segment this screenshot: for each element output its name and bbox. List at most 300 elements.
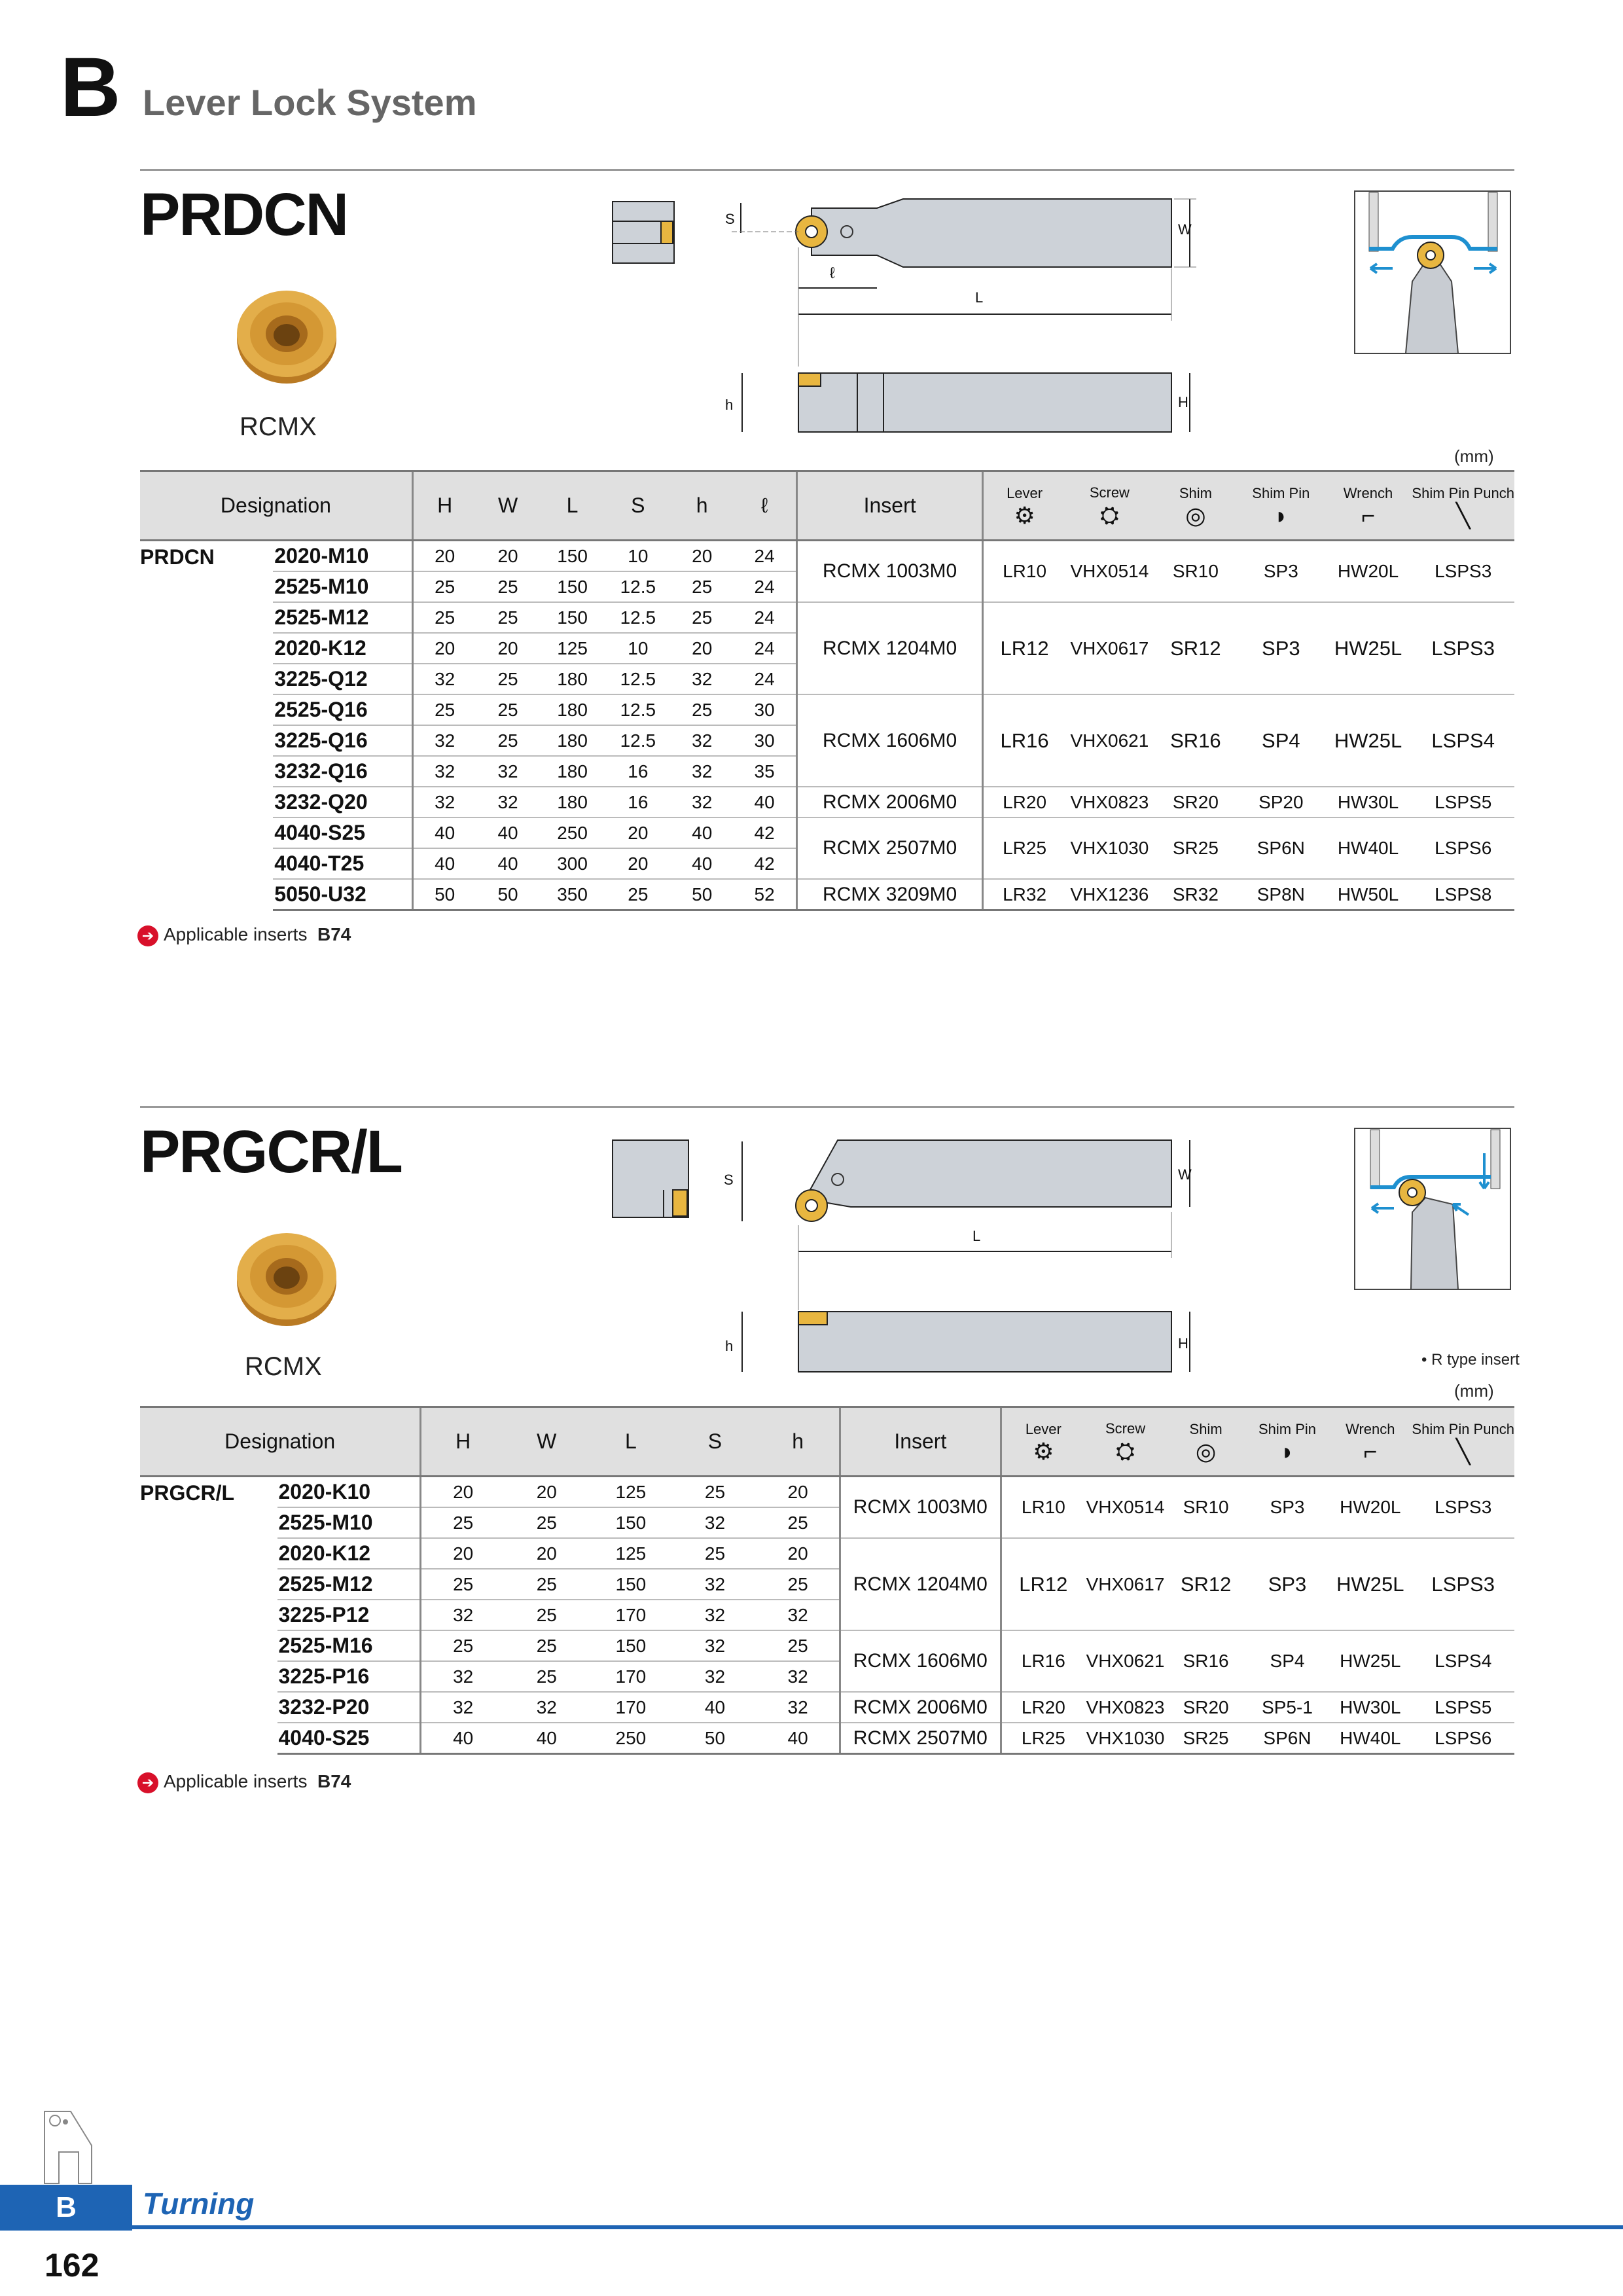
cell: 20 — [497, 545, 518, 566]
cell: 30 — [733, 725, 796, 756]
screw-code: VHX0617 — [1085, 1538, 1166, 1630]
shim-pin-code: SP6N — [1246, 1723, 1329, 1754]
punch-code: LSPS3 — [1412, 602, 1514, 694]
cell: 50 — [671, 879, 733, 910]
cell: 35 — [733, 756, 796, 787]
col-W: W — [505, 1407, 588, 1477]
cell: 250 — [588, 1723, 673, 1754]
table-row — [140, 1477, 1514, 1508]
cell: 25 — [476, 725, 540, 756]
insert-code: RCMX 1204M0 — [840, 1538, 1001, 1630]
shim-pin-code: SP4 — [1238, 694, 1325, 787]
screw-code: VHX1030 — [1065, 817, 1154, 879]
cell: 150 — [588, 1630, 673, 1661]
cell: 50 — [476, 879, 540, 910]
row-designation: 3225-P16 — [277, 1661, 421, 1692]
shim-pin-icon: ◗ — [1280, 1437, 1294, 1465]
wrench-code: HW50L — [1325, 879, 1412, 910]
cell: 30 — [733, 694, 796, 725]
shim-pin-code: SP3 — [1270, 1497, 1305, 1517]
insert-code: RCMX 1606M0 — [840, 1630, 1001, 1692]
dim-w: W — [1178, 221, 1192, 238]
cell: 12.5 — [605, 602, 671, 633]
page-number: 162 — [45, 2247, 99, 2284]
cell: 50 — [673, 1723, 757, 1754]
cell: 180 — [540, 756, 605, 787]
cell: 20 — [536, 1481, 557, 1502]
cell: 32 — [412, 756, 476, 787]
table-row — [140, 787, 1514, 817]
row-designation: 2020-K12 — [277, 1538, 421, 1569]
insert-code: RCMX 1003M0 — [796, 541, 982, 603]
section2-title: PRGCR/L — [140, 1119, 402, 1185]
cell: 42 — [733, 817, 796, 848]
col-wrench: Wrench — [1346, 1420, 1395, 1437]
cell: 16 — [605, 787, 671, 817]
punch-code: LSPS6 — [1412, 1723, 1514, 1754]
wrench-code: HW30L — [1329, 1692, 1412, 1723]
cell: 40 — [476, 848, 540, 879]
col-insert: Insert — [796, 471, 982, 541]
section1-title: PRDCN — [140, 181, 348, 248]
row-designation: 3232-Q20 — [273, 787, 412, 817]
section1-unit: (mm) — [1454, 446, 1494, 466]
lever-icon: ⚙ — [1014, 501, 1035, 529]
table-row — [140, 817, 1514, 848]
cell: 150 — [588, 1507, 673, 1538]
cell: 25 — [505, 1507, 588, 1538]
footer-section-name: Turning — [143, 2187, 255, 2221]
cell: 300 — [540, 848, 605, 879]
wrench-code: HW40L — [1329, 1723, 1412, 1754]
punch-code: LSPS4 — [1412, 1630, 1514, 1692]
cell: 52 — [733, 879, 796, 910]
cell: 10 — [628, 545, 649, 566]
screw-icon: ⛭ — [1099, 501, 1119, 528]
col-H: H — [421, 1407, 505, 1477]
col-screw: Screw — [1089, 484, 1130, 501]
insert-code: RCMX 3209M0 — [796, 879, 982, 910]
cell: 24 — [733, 571, 796, 602]
cell: 24 — [733, 633, 796, 664]
row-designation: 4040-S25 — [277, 1723, 421, 1754]
cell: 20 — [692, 545, 713, 566]
cell: 24 — [733, 602, 796, 633]
cell: 25 — [476, 664, 540, 694]
col-S: S — [605, 471, 671, 541]
cell: 170 — [588, 1692, 673, 1723]
punch-code: LSPS5 — [1412, 1692, 1514, 1723]
col-lever: Lever — [1007, 484, 1043, 501]
cell: 32 — [757, 1692, 840, 1723]
cell: 12.5 — [605, 694, 671, 725]
row-designation: 4040-T25 — [273, 848, 412, 879]
section2-spec-table — [140, 1406, 1514, 1755]
cell: 40 — [733, 787, 796, 817]
cell: 32 — [673, 1569, 757, 1600]
footer-rule — [132, 2225, 1623, 2229]
shim-code: SR12 — [1166, 1538, 1245, 1630]
dim-w: W — [1178, 1166, 1192, 1183]
punch-code: LSPS3 — [1412, 1538, 1514, 1630]
table-row — [140, 1723, 1514, 1754]
col-screw: Screw — [1105, 1420, 1146, 1437]
col-wrench: Wrench — [1343, 484, 1393, 501]
cell: 25 — [505, 1661, 588, 1692]
cell: 20 — [505, 1538, 588, 1569]
cell: 20 — [421, 1477, 505, 1508]
lever-code: LR10 — [1001, 1477, 1085, 1539]
insert-code: RCMX 2507M0 — [796, 817, 982, 879]
cell: 40 — [412, 848, 476, 879]
cell: 20 — [605, 848, 671, 879]
cell: 180 — [540, 725, 605, 756]
cell: 25 — [673, 1538, 757, 1569]
section1-insert-label: RCMX — [240, 412, 317, 441]
col-shim-pin: Shim Pin — [1252, 484, 1310, 501]
col-punch: Shim Pin Punch — [1412, 484, 1514, 501]
chapter-title: Lever Lock System — [143, 82, 477, 123]
cell: 32 — [412, 725, 476, 756]
col-h: h — [671, 471, 733, 541]
section1-applicable-inserts-link[interactable] — [137, 924, 351, 946]
shim-code: SR25 — [1154, 817, 1238, 879]
cell: 32 — [421, 1692, 505, 1723]
screw-code: VHX0621 — [1085, 1630, 1166, 1692]
shim-code: SR16 — [1166, 1630, 1245, 1692]
cell: 32 — [673, 1600, 757, 1630]
holder-dimension-drawing — [720, 1134, 1217, 1382]
cell: 12.5 — [605, 571, 671, 602]
screw-code: VHX1236 — [1065, 879, 1154, 910]
cell: 25 — [671, 694, 733, 725]
cell: 125 — [588, 1538, 673, 1569]
dim-l-small: ℓ — [830, 264, 835, 282]
cell: 10 — [605, 633, 671, 664]
cell: 24 — [733, 664, 796, 694]
holder-front-view — [609, 198, 687, 270]
insert-code: RCMX 1606M0 — [796, 694, 982, 787]
cell: 42 — [733, 848, 796, 879]
row-designation: 2525-M12 — [277, 1569, 421, 1600]
col-designation: Designation — [140, 1407, 421, 1477]
cell: 12.5 — [605, 664, 671, 694]
row-designation: 3225-Q12 — [273, 664, 412, 694]
section2-applicable-inserts-link[interactable] — [137, 1771, 351, 1793]
col-shim: Shim — [1179, 484, 1212, 501]
cell: 20 — [757, 1538, 840, 1569]
shim-icon: ◎ — [1195, 1437, 1217, 1465]
lever-code: LR32 — [983, 879, 1065, 910]
cell: 25 — [421, 1507, 505, 1538]
table-row — [140, 879, 1514, 910]
dim-h: h — [725, 1338, 734, 1354]
applicable-label: Applicable inserts — [164, 924, 308, 944]
screw-code: VHX1030 — [1085, 1723, 1166, 1754]
row-designation: 5050-U32 — [273, 879, 412, 910]
insert-code: RCMX 2006M0 — [796, 787, 982, 817]
shim-pin-code: SP5-1 — [1246, 1692, 1329, 1723]
screw-code: VHX0514 — [1086, 1497, 1165, 1517]
dim-l-length: L — [972, 1228, 981, 1244]
cell: 170 — [588, 1661, 673, 1692]
cell: 40 — [671, 848, 733, 879]
row-designation: 4040-S25 — [273, 817, 412, 848]
punch-icon: ╲ — [1455, 501, 1471, 529]
cell: 25 — [476, 694, 540, 725]
screw-code: VHX0621 — [1065, 694, 1154, 787]
lever-icon: ⚙ — [1033, 1437, 1054, 1465]
col-H: H — [412, 471, 476, 541]
screw-code: VHX0514 — [1070, 561, 1149, 581]
cell: 20 — [412, 633, 476, 664]
cell: 32 — [421, 1600, 505, 1630]
applicable-ref: B74 — [317, 924, 351, 944]
cell: 180 — [540, 664, 605, 694]
cell: 20 — [476, 633, 540, 664]
lever-code: LR12 — [1001, 1538, 1085, 1630]
shim-code: SR10 — [1183, 1497, 1229, 1517]
punch-code: LSPS8 — [1412, 879, 1514, 910]
shim-pin-code: SP3 — [1263, 561, 1298, 581]
row-designation: 2525-Q16 — [273, 694, 412, 725]
shim-code: SR16 — [1154, 694, 1238, 787]
cell: 25 — [671, 602, 733, 633]
table-row — [140, 1692, 1514, 1723]
footer-chapter-tab[interactable]: B — [0, 2185, 132, 2231]
cell: 40 — [412, 817, 476, 848]
dim-l-length: L — [975, 289, 984, 306]
cell: 170 — [588, 1600, 673, 1630]
family-name: PRGCR/L — [140, 1481, 234, 1505]
cell: 32 — [476, 787, 540, 817]
row-designation: 2525-M10 — [273, 571, 412, 602]
cell: 20 — [421, 1538, 505, 1569]
lever-code: LR25 — [983, 817, 1065, 879]
cell: 25 — [421, 1630, 505, 1661]
cell: 25 — [505, 1630, 588, 1661]
cell: 25 — [476, 602, 540, 633]
clamping-mechanism-diagram — [1353, 190, 1513, 356]
dim-s: S — [724, 1172, 734, 1188]
lever-code: LR16 — [983, 694, 1065, 787]
cell: 25 — [605, 879, 671, 910]
applicable-ref: B74 — [317, 1771, 351, 1791]
cell: 32 — [671, 787, 733, 817]
cell: 24 — [754, 545, 775, 566]
cell: 25 — [757, 1630, 840, 1661]
punch-code: LSPS5 — [1412, 787, 1514, 817]
shim-code: SR25 — [1166, 1723, 1245, 1754]
header-divider — [140, 169, 1514, 171]
dim-s: S — [725, 211, 735, 227]
cell: 32 — [421, 1661, 505, 1692]
row-designation: 2020-K12 — [273, 633, 412, 664]
screw-code: VHX0617 — [1065, 602, 1154, 694]
shim-pin-code: SP4 — [1246, 1630, 1329, 1692]
insert-code: RCMX 1204M0 — [796, 602, 982, 694]
punch-icon: ╲ — [1455, 1437, 1471, 1465]
cell: 150 — [540, 602, 605, 633]
table-row — [140, 602, 1514, 633]
shim-pin-code: SP20 — [1238, 787, 1325, 817]
cell: 180 — [540, 694, 605, 725]
shim-icon: ◎ — [1185, 501, 1206, 529]
cell: 32 — [673, 1507, 757, 1538]
punch-code: LSPS6 — [1412, 817, 1514, 879]
wrench-code: HW25L — [1325, 602, 1412, 694]
lever-code: LR10 — [983, 541, 1065, 603]
punch-code: LSPS4 — [1412, 694, 1514, 787]
cell: 20 — [605, 817, 671, 848]
row-designation: 3225-P12 — [277, 1600, 421, 1630]
col-shim: Shim — [1189, 1420, 1222, 1437]
shim-pin-code: SP3 — [1246, 1538, 1329, 1630]
dim-h: h — [725, 397, 734, 413]
holder-dimension-drawing — [720, 190, 1217, 445]
wrench-code: HW40L — [1325, 817, 1412, 879]
cell: 32 — [412, 664, 476, 694]
cell: 180 — [540, 787, 605, 817]
table-row — [140, 694, 1514, 725]
wrench-code: HW30L — [1325, 787, 1412, 817]
cell: 32 — [673, 1661, 757, 1692]
row-designation: 3232-P20 — [277, 1692, 421, 1723]
lever-code: LR12 — [983, 602, 1065, 694]
cell: 50 — [412, 879, 476, 910]
col-L: L — [540, 471, 605, 541]
cell: 25 — [412, 571, 476, 602]
wrench-code: HW25L — [1329, 1538, 1412, 1630]
wrench-code: HW25L — [1329, 1630, 1412, 1692]
table-row — [140, 1630, 1514, 1661]
cell: 32 — [412, 787, 476, 817]
insert-code: RCMX 2507M0 — [840, 1723, 1001, 1754]
cell: 32 — [671, 756, 733, 787]
cell: 32 — [476, 756, 540, 787]
cell: 20 — [787, 1481, 808, 1502]
cell: 32 — [757, 1600, 840, 1630]
col-S: S — [673, 1407, 757, 1477]
col-designation: Designation — [140, 471, 412, 541]
shim-pin-code: SP3 — [1238, 602, 1325, 694]
row-designation: 3225-Q16 — [273, 725, 412, 756]
section2-unit: (mm) — [1454, 1381, 1494, 1401]
cell: 150 — [557, 545, 588, 566]
cell: 25 — [704, 1481, 726, 1502]
shim-pin-code: SP8N — [1238, 879, 1325, 910]
cell: 32 — [505, 1692, 588, 1723]
shim-code: SR20 — [1166, 1692, 1245, 1723]
wrench-icon: ⌐ — [1361, 501, 1376, 529]
col-shim-pin: Shim Pin — [1258, 1420, 1317, 1437]
cell: 250 — [540, 817, 605, 848]
col-lever: Lever — [1025, 1420, 1061, 1437]
insert-code: RCMX 2006M0 — [840, 1692, 1001, 1723]
row-designation: 2020-M10 — [274, 544, 369, 567]
cell: 32 — [671, 725, 733, 756]
col-W: W — [476, 471, 540, 541]
cell: 25 — [505, 1569, 588, 1600]
insert-code: RCMX 1003M0 — [840, 1477, 1001, 1539]
wrench-icon: ⌐ — [1363, 1437, 1378, 1465]
insert-rcmx-image — [234, 287, 339, 386]
screw-icon: ⛭ — [1116, 1437, 1135, 1464]
lever-code: LR16 — [1001, 1630, 1085, 1692]
table-row — [140, 541, 1514, 572]
clamping-mechanism-diagram — [1353, 1127, 1513, 1292]
turning-tool-icon — [39, 2106, 98, 2185]
r-type-note: • R type insert — [1421, 1351, 1520, 1369]
lever-code: LR20 — [983, 787, 1065, 817]
section1-spec-table — [140, 470, 1514, 911]
cell: 40 — [421, 1723, 505, 1754]
section2-insert-label: RCMX — [245, 1352, 322, 1381]
cell: 25 — [476, 571, 540, 602]
arrow-right-icon: ➔ — [137, 1772, 158, 1793]
shim-code: SR20 — [1154, 787, 1238, 817]
cell: 16 — [605, 756, 671, 787]
family-name: PRDCN — [140, 545, 215, 569]
shim-code: SR12 — [1154, 602, 1238, 694]
cell: 40 — [505, 1723, 588, 1754]
table-row — [140, 1538, 1514, 1569]
cell: 150 — [540, 571, 605, 602]
cell: 25 — [757, 1507, 840, 1538]
dim-H: H — [1178, 1335, 1188, 1352]
cell: 32 — [757, 1661, 840, 1692]
cell: 25 — [757, 1569, 840, 1600]
shim-code: SR32 — [1154, 879, 1238, 910]
punch-code: LSPS3 — [1435, 561, 1492, 581]
wrench-code: HW20L — [1337, 561, 1399, 581]
cell: 125 — [615, 1481, 647, 1502]
col-L: L — [588, 1407, 673, 1477]
shim-pin-icon: ◗ — [1274, 501, 1289, 529]
row-designation: 3232-Q16 — [273, 756, 412, 787]
col-l: ℓ — [733, 471, 796, 541]
section2-divider — [140, 1106, 1514, 1108]
cell: 25 — [505, 1600, 588, 1630]
shim-code: SR10 — [1172, 561, 1219, 581]
punch-code: LSPS3 — [1435, 1497, 1492, 1517]
cell: 25 — [421, 1569, 505, 1600]
cell: 40 — [476, 817, 540, 848]
screw-code: VHX0823 — [1065, 787, 1154, 817]
cell: 25 — [412, 602, 476, 633]
chapter-letter: B — [60, 41, 121, 134]
cell: 25 — [671, 571, 733, 602]
row-designation: 2020-K10 — [278, 1480, 371, 1503]
cell: 150 — [588, 1569, 673, 1600]
insert-rcmx-image — [234, 1229, 339, 1329]
col-insert: Insert — [840, 1407, 1001, 1477]
row-designation: 2525-M16 — [277, 1630, 421, 1661]
cell: 20 — [412, 541, 476, 572]
arrow-right-icon: ➔ — [137, 925, 158, 946]
cell: 20 — [671, 633, 733, 664]
row-designation: 2525-M10 — [277, 1507, 421, 1538]
cell: 350 — [540, 879, 605, 910]
col-punch: Shim Pin Punch — [1412, 1420, 1514, 1437]
dim-H: H — [1178, 394, 1188, 410]
lever-code: LR25 — [1001, 1723, 1085, 1754]
row-designation: 2525-M12 — [273, 602, 412, 633]
cell: 25 — [412, 694, 476, 725]
holder-front-view — [609, 1136, 694, 1225]
cell: 40 — [673, 1692, 757, 1723]
applicable-label: Applicable inserts — [164, 1771, 308, 1791]
